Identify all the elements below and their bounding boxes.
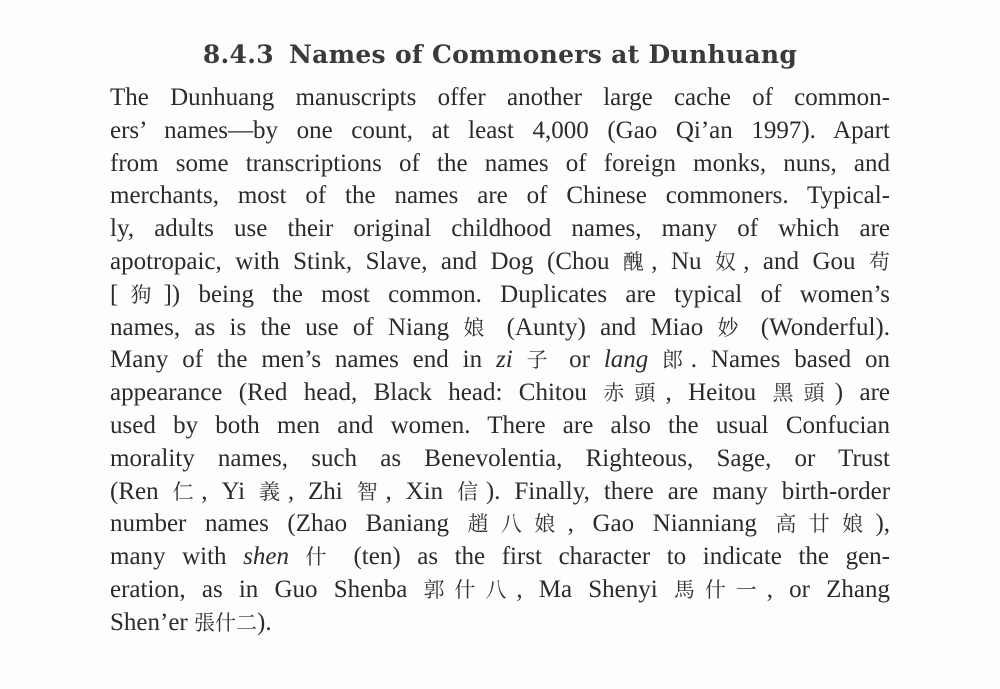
text-run: , or Zhang (766, 575, 891, 603)
text-run: from some transcriptions of the names of foreign monks, nuns, and (110, 149, 890, 177)
text-line (110, 82, 890, 115)
text-run: Many of the men’s names end in (110, 346, 496, 374)
text-run: merchants, most of the names are of Chinese commoners. Typical- (110, 182, 890, 210)
text-line (110, 115, 890, 148)
italic-term: shen (243, 543, 289, 571)
text-line (110, 279, 890, 312)
text-run: , Zhi (287, 477, 357, 505)
text-run: appearance (Red head, Black head: Chitou (110, 379, 604, 407)
text-run: ly, adults use their original childhood names, many of which are (110, 215, 890, 243)
text-line (110, 213, 890, 246)
text-run (513, 346, 527, 373)
chinese-characters: 郭什八 (423, 577, 517, 602)
chinese-characters: 醜 (622, 249, 652, 274)
text-run: , and Gou (743, 247, 870, 275)
text-run: apotropaic, with Stink, Slave, and Dog (Chou (110, 247, 623, 275)
text-run: , Ma Shenyi (516, 575, 674, 603)
chinese-characters: 智 (356, 479, 386, 504)
text-line (110, 148, 890, 181)
text-run: (ten) as the first character to indicate the gen- (336, 543, 890, 571)
chinese-characters: 郎 (662, 348, 691, 373)
text-run: , Gao Nianniang (567, 510, 776, 538)
section-title: Names of Commoners at Dunhuang (288, 40, 798, 69)
chinese-characters: 什 (305, 545, 337, 570)
text-run (289, 543, 306, 570)
text-line (110, 180, 890, 213)
text-run (648, 346, 662, 373)
text-line (110, 377, 890, 410)
chinese-characters: 黑頭 (772, 381, 835, 406)
text-run: , Heitou (665, 379, 773, 407)
chinese-characters: 苟 (869, 249, 891, 274)
text-line (110, 344, 890, 377)
text-run: ) are (834, 379, 891, 407)
text-run: ), (875, 510, 891, 538)
chinese-characters: 狗 (118, 282, 164, 307)
chinese-characters: 馬什一 (673, 577, 767, 602)
chinese-characters: 仁 (172, 479, 202, 504)
chinese-characters: 奴 (714, 249, 744, 274)
text-line (110, 410, 890, 443)
text-run: number names (Zhao Baniang (110, 510, 468, 538)
chinese-characters: 妙 (717, 315, 747, 340)
chinese-characters: 信 (457, 479, 486, 504)
text-line (110, 508, 890, 541)
text-run: (Wonderful). (746, 313, 890, 341)
text-line (110, 541, 890, 574)
text-line (110, 607, 890, 640)
text-run: , Xin (385, 477, 458, 505)
text-run: , Yi (201, 477, 260, 505)
text-run: ). Finally, there are many birth-order (485, 477, 891, 505)
chinese-characters: 趙八娘 (467, 512, 568, 537)
chinese-characters: 張什二 (194, 610, 257, 635)
text-run: Shen’er (110, 608, 194, 636)
text-run: (Ren (110, 477, 173, 505)
chinese-characters: 娘 (463, 315, 493, 340)
text-run: morality names, such as Benevolentia, Righteous, Sage, or Trust (110, 444, 890, 472)
text-line (110, 443, 890, 476)
text-run: used by both men and women. There are also the usual Confucian (110, 411, 890, 439)
body-paragraph (110, 82, 890, 640)
text-line (110, 312, 890, 345)
chinese-characters: 赤頭 (603, 381, 666, 406)
text-line (110, 574, 890, 607)
italic-term: zi (496, 346, 513, 374)
section-heading (0, 40, 1000, 69)
chinese-characters: 高廿娘 (775, 512, 876, 537)
text-run: ]) being the most common. Duplicates are typical of women’s (163, 280, 890, 308)
text-line (110, 476, 890, 509)
text-run: , Nu (651, 247, 715, 275)
text-run: ). (257, 608, 272, 636)
text-run: or (555, 346, 604, 374)
section-number: 8.4.3 (202, 40, 274, 69)
text-run: The Dunhuang manuscripts offer another large cache of common- (110, 84, 890, 111)
text-run: . Names based on (690, 346, 891, 374)
italic-term: lang (603, 346, 649, 374)
text-run: [ (110, 280, 119, 308)
text-run: many with (110, 543, 244, 571)
text-run: names, as is the use of Niang (110, 313, 464, 341)
text-run: eration, as in Guo Shenba (110, 575, 424, 603)
chinese-characters: 子 (526, 348, 556, 373)
text-run: ers’ names—by one count, at least 4,000 (Gao Qi’an 1997). Apart (110, 116, 890, 144)
chinese-characters: 義 (259, 479, 288, 504)
text-line (110, 246, 890, 279)
text-run: (Aunty) and Miao (492, 313, 718, 341)
